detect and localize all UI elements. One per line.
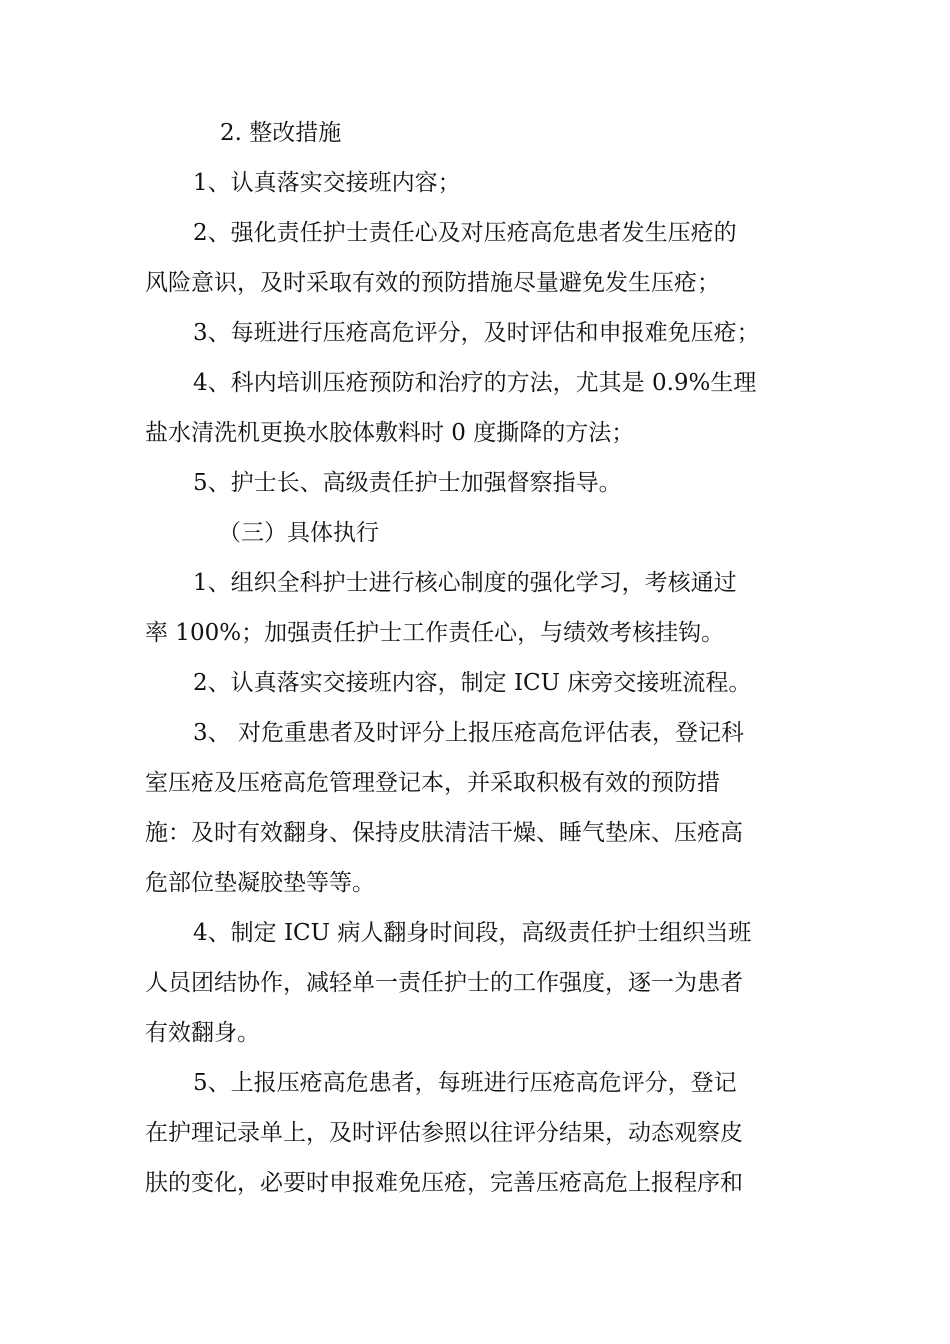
paragraph-line: 有效翻身。 [145, 1020, 260, 1046]
paragraph-line: 风险意识，及时采取有效的预防措施尽量避免发生压疮； [145, 270, 720, 296]
paragraph-line: 3、每班进行压疮高危评分，及时评估和申报难免压疮； [193, 320, 760, 346]
paragraph-line: 人员团结协作，减轻单一责任护士的工作强度，逐一为患者 [145, 970, 743, 996]
paragraph-line: 率 100%；加强责任护士工作责任心，与绩效考核挂钩。 [145, 620, 725, 646]
paragraph-line: 盐水清洗机更换水胶体敷料时 0 度撕降的方法； [145, 420, 635, 446]
section-heading-execution: （三）具体执行 [218, 520, 379, 546]
paragraph-line: 4、科内培训压疮预防和治疗的方法，尤其是 0.9%生理 [193, 370, 757, 396]
paragraph-line: 4、制定 ICU 病人翻身时间段，高级责任护士组织当班 [193, 920, 752, 946]
paragraph-line: 1、组织全科护士进行核心制度的强化学习，考核通过 [193, 570, 737, 596]
paragraph-line: 肤的变化，必要时申报难免压疮，完善压疮高危上报程序和 [145, 1170, 743, 1196]
paragraph-line: 2、强化责任护士责任心及对压疮高危患者发生压疮的 [193, 220, 737, 246]
paragraph-line: 3、 对危重患者及时评分上报压疮高危评估表，登记科 [193, 720, 744, 746]
paragraph-line: 在护理记录单上，及时评估参照以往评分结果，动态观察皮 [145, 1120, 743, 1146]
paragraph-line: 5、上报压疮高危患者，每班进行压疮高危评分，登记 [193, 1070, 737, 1096]
paragraph-line: 2、认真落实交接班内容，制定 ICU 床旁交接班流程。 [193, 670, 752, 696]
paragraph-line: 5、护士长、高级责任护士加强督察指导。 [193, 470, 622, 496]
section-heading-rectification: 2. 整改措施 [220, 120, 342, 146]
paragraph-line: 施：及时有效翻身、保持皮肤清洁干燥、睡气垫床、压疮高 [145, 820, 743, 846]
paragraph-line: 危部位垫凝胶垫等等。 [145, 870, 375, 896]
paragraph-line: 室压疮及压疮高危管理登记本，并采取积极有效的预防措 [145, 770, 720, 796]
paragraph-line: 1、认真落实交接班内容； [193, 170, 461, 196]
